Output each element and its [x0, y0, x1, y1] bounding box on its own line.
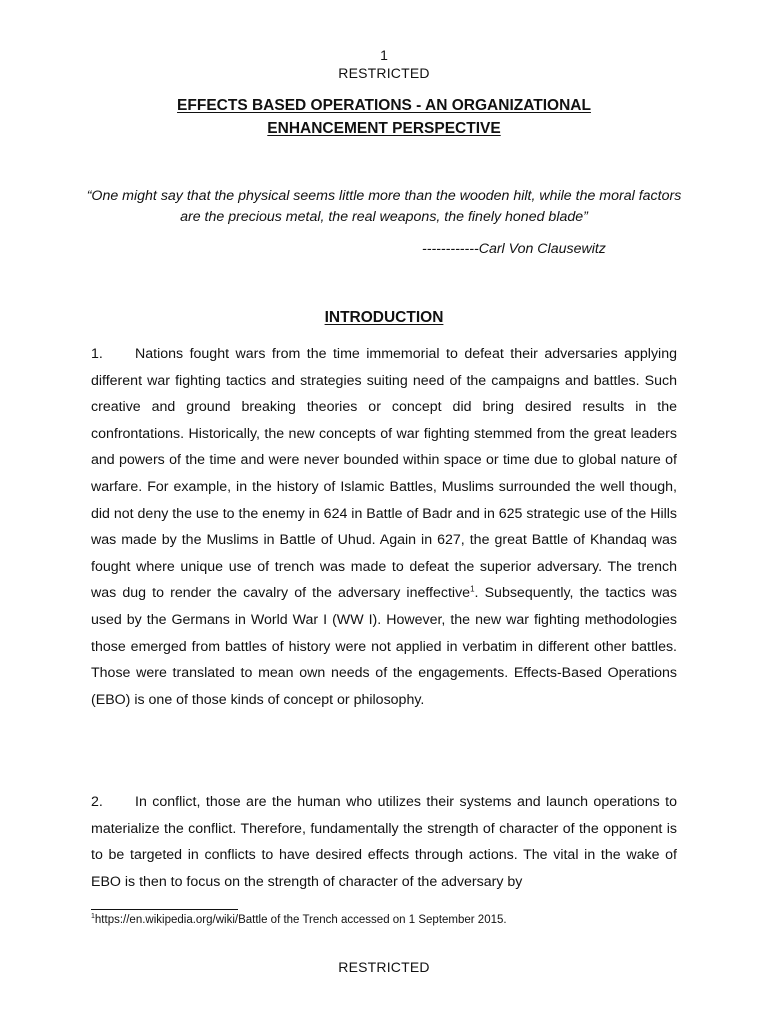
epigraph-quote: “One might say that the physical seems little more than the wooden hilt, while the moral factors are the precious metal, the real weapons, the finely honed blade” [86, 188, 682, 225]
page-number: 1 [380, 47, 388, 63]
footnote-marker: 1 [91, 913, 95, 921]
paragraph-text: In conflict, those are the human who utilizes their systems and launch operations to materialize the conflict. Therefore, fundamentally the strength of character of the opponent is to be targeted in conflicts to have desired effects through actions. The vital in the wake of EBO is then to focus on the strength of character of the adversary by [91, 794, 677, 890]
section-heading-introduction: INTRODUCTION [324, 309, 444, 326]
footnote-text: https://en.wikipedia.org/wiki/Battle of the Trench accessed on 1 September 2015. [94, 914, 507, 926]
paragraph-text-continued: . Subsequently, the tactics was used by the Germans in World War I (WW I). However, the new war fighting methodologies those emerged from battles of history were not applied in verbatim in different other battles. Those were translated to mean own needs of the engagements. Effects-Based Operations (EBO) is one of those kinds of concept or philosophy. [91, 585, 678, 708]
footnote-divider [91, 909, 238, 910]
footnote-reference[interactable]: 1 [470, 584, 475, 594]
paragraph-number: 1. [91, 346, 103, 362]
paragraph-2 [91, 789, 677, 895]
paragraph-number: 2. [91, 794, 103, 810]
footnote-1 [91, 914, 507, 926]
document-title [90, 94, 678, 140]
title-line-2: ENHANCEMENT PERSPECTIVE [267, 120, 501, 137]
paragraph-1 [91, 341, 677, 713]
title-line-1: EFFECTS BASED OPERATIONS - AN ORGANIZATIONAL [177, 97, 591, 114]
classification-marking-bottom: RESTRICTED [338, 959, 430, 975]
classification-marking-top: RESTRICTED [338, 65, 430, 81]
epigraph-attribution: ------------Carl Von Clausewitz [422, 241, 606, 257]
paragraph-text: Nations fought wars from the time immemorial to defeat their adversaries applying different war fighting tactics and strategies suiting need of the campaigns and battles. Such creative and ground breaking theories or concept did bring desired results in the confrontations. Historically, the new concepts of war fighting stemmed from the great leaders and powers of the time and were never bounded within space or time due to global nature of warfare. For example, in the history of Islamic Battles, Muslims surrounded the well though, did not deny the use to the enemy in 624 in Battle of Badr and in 625 strategic use of the Hills was made by the Muslims in Battle of Uhud. Again in 627, the great Battle of Khandaq was fought where unique use of trench was made to defeat the superior adversary. The trench was dug to render the cavalry of the adversary ineffective [91, 346, 677, 602]
